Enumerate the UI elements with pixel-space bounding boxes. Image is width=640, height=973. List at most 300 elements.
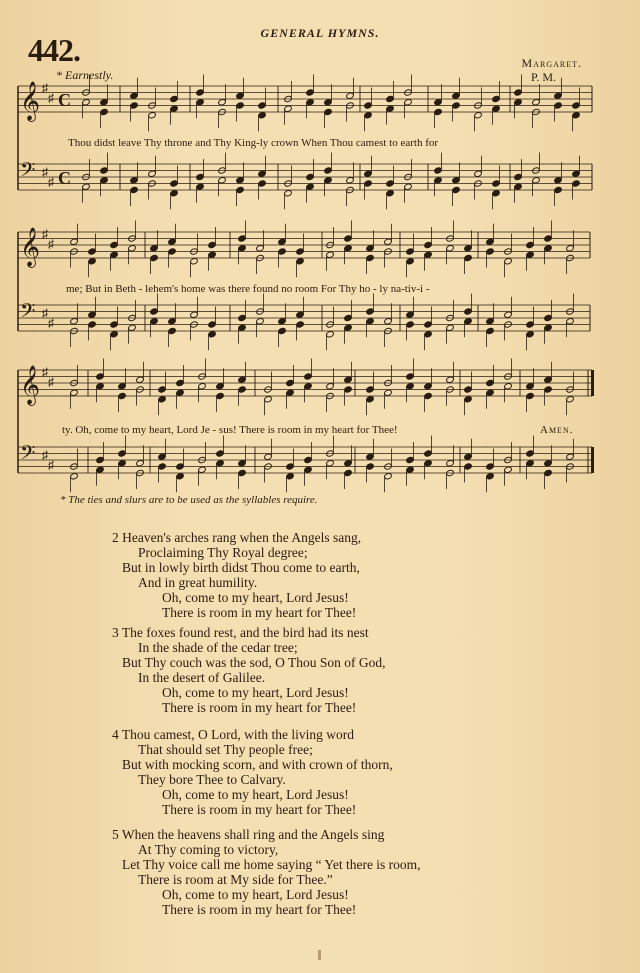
note-head: [566, 396, 575, 403]
footnote: * The ties and slurs are to be used as the syllables require.: [60, 494, 318, 506]
note-head: [474, 112, 483, 119]
note-head: [130, 186, 139, 193]
sharp-sign: ♯: [48, 458, 54, 472]
note-head: [566, 245, 575, 252]
note-head: [238, 245, 247, 252]
note-head: [344, 324, 353, 331]
note-head: [258, 102, 267, 109]
note-head: [424, 251, 433, 258]
note-head: [366, 254, 375, 261]
note-head: [324, 177, 333, 184]
note-head: [306, 183, 315, 190]
note-head: [168, 318, 177, 325]
note-head: [238, 469, 247, 476]
verse-2-line-4: And in great humility.: [138, 575, 258, 590]
note-head: [434, 167, 443, 174]
note-head: [446, 460, 455, 467]
note-head: [504, 258, 513, 265]
note-head: [404, 99, 413, 106]
note-head: [566, 318, 575, 325]
note-head: [366, 396, 375, 403]
note-head: [526, 331, 535, 338]
note-head: [424, 450, 433, 457]
note-head: [572, 180, 581, 187]
note-head: [170, 180, 179, 187]
note-head: [434, 108, 443, 115]
note-head: [344, 469, 353, 476]
note-head: [572, 170, 581, 177]
note-head: [406, 321, 415, 328]
note-head: [118, 450, 127, 457]
note-head: [100, 177, 109, 184]
note-head: [70, 473, 79, 480]
note-head: [464, 396, 473, 403]
note-head: [304, 466, 313, 473]
note-head: [366, 318, 375, 325]
note-head: [150, 308, 159, 315]
note-head: [208, 321, 217, 328]
note-head: [176, 463, 185, 470]
note-head: [170, 105, 179, 112]
note-head: [544, 314, 553, 321]
note-head: [384, 473, 393, 480]
note-head: [176, 379, 185, 386]
note-head: [150, 245, 159, 252]
note-head: [386, 95, 395, 102]
common-time: C: [58, 168, 71, 188]
note-head: [176, 473, 185, 480]
sharp-sign: ♯: [48, 175, 54, 189]
note-head: [286, 379, 295, 386]
note-head: [278, 248, 287, 255]
verse-3-line-2: In the shade of the cedar tree;: [138, 640, 298, 655]
note-head: [306, 99, 315, 106]
note-head: [286, 463, 295, 470]
verse-3-line-1: 3 The foxes found rest, and the bird had its nest: [112, 625, 369, 640]
final-barline: [591, 370, 594, 396]
note-head: [366, 463, 375, 470]
note-head: [366, 453, 375, 460]
note-head: [324, 108, 333, 115]
note-head: [526, 241, 535, 248]
note-head: [434, 99, 443, 106]
note-head: [406, 383, 415, 390]
note-head: [424, 392, 433, 399]
note-head: [236, 92, 245, 99]
note-head: [258, 180, 267, 187]
note-head: [158, 463, 167, 470]
sharp-sign: ♯: [42, 365, 48, 379]
verse-2-line-6: There is room in my heart for Thee!: [162, 605, 357, 620]
verse-2-line-5: Oh, come to my heart, Lord Jesus!: [162, 590, 349, 605]
note-head: [130, 92, 139, 99]
note-head: [566, 453, 575, 460]
note-head: [364, 180, 373, 187]
note-head: [514, 89, 523, 96]
note-head: [296, 311, 305, 318]
note-head: [258, 112, 267, 119]
tune-name: Margaret.: [521, 56, 582, 70]
note-head: [544, 324, 553, 331]
note-head: [486, 389, 495, 396]
note-head: [176, 389, 185, 396]
note-head: [486, 248, 495, 255]
note-head: [344, 460, 353, 467]
note-head: [168, 327, 177, 334]
common-time: C: [58, 90, 71, 110]
note-head: [554, 102, 563, 109]
note-head: [384, 389, 393, 396]
note-head: [278, 318, 287, 325]
note-head: [572, 112, 581, 119]
note-head: [404, 183, 413, 190]
note-head: [406, 248, 415, 255]
sharp-sign: ♯: [48, 237, 54, 251]
note-head: [326, 251, 335, 258]
note-head: [446, 376, 455, 383]
note-head: [110, 241, 119, 248]
verse-5-line-2: At Thy coming to victory,: [138, 842, 279, 857]
note-head: [190, 258, 199, 265]
note-head: [344, 314, 353, 321]
note-head: [150, 254, 159, 261]
verse-3-line-3: But Thy couch was the sod, O Thou Son of God,: [122, 655, 386, 670]
note-head: [198, 466, 207, 473]
note-head: [258, 170, 267, 177]
note-head: [130, 102, 139, 109]
verse-5-line-3: Let Thy voice call me home saying “ Yet there is room,: [122, 857, 421, 872]
note-head: [544, 235, 553, 242]
note-head: [526, 251, 535, 258]
note-head: [326, 383, 335, 390]
verse-2-line-3: But in lowly birth didst Thou come to earth,: [122, 560, 360, 575]
note-head: [346, 92, 355, 99]
note-head: [386, 180, 395, 187]
note-head: [216, 460, 225, 467]
bass-clef: 𝄢: [20, 158, 36, 186]
note-head: [554, 186, 563, 193]
note-head: [136, 376, 145, 383]
note-head: [88, 321, 97, 328]
note-head: [364, 112, 373, 119]
note-head: [452, 177, 461, 184]
note-head: [344, 235, 353, 242]
verse-4-line-1: 4 Thou camest, O Lord, with the living word: [112, 727, 354, 742]
note-head: [190, 311, 199, 318]
note-head: [208, 251, 217, 258]
note-head: [128, 324, 137, 331]
note-head: [464, 463, 473, 470]
note-head: [216, 392, 225, 399]
verse-4-line-5: Oh, come to my heart, Lord Jesus!: [162, 787, 349, 802]
note-head: [208, 241, 217, 248]
note-head: [286, 473, 295, 480]
note-head: [110, 331, 119, 338]
note-head: [218, 177, 227, 184]
note-head: [256, 245, 265, 252]
note-head: [278, 327, 287, 334]
note-head: [504, 311, 513, 318]
note-head: [216, 383, 225, 390]
note-head: [304, 383, 313, 390]
note-head: [514, 173, 523, 180]
note-head: [100, 108, 109, 115]
note-head: [554, 92, 563, 99]
note-head: [474, 170, 483, 177]
meter: P. M.: [530, 70, 556, 84]
note-head: [198, 383, 207, 390]
note-head: [88, 258, 97, 265]
note-head: [532, 177, 541, 184]
page-mark: [318, 950, 321, 960]
verse-5-line-1: 5 When the heavens shall ring and the Angels sing: [112, 827, 385, 842]
note-head: [434, 177, 443, 184]
note-head: [88, 248, 97, 255]
verse-4-line-4: They bore Thee to Calvary.: [138, 772, 286, 787]
note-head: [492, 95, 501, 102]
note-head: [452, 102, 461, 109]
note-head: [88, 311, 97, 318]
sharp-sign: ♯: [48, 375, 54, 389]
note-head: [526, 321, 535, 328]
note-head: [364, 102, 373, 109]
note-head: [344, 386, 353, 393]
verse-2-line-2: Proclaiming Thy Royal degree;: [138, 545, 308, 560]
note-head: [544, 245, 553, 252]
note-head: [424, 331, 433, 338]
note-head: [306, 89, 315, 96]
page-header: GENERAL HYMNS.: [260, 26, 380, 40]
amen-label: Amen.: [540, 424, 574, 436]
note-head: [170, 95, 179, 102]
sharp-sign: ♯: [42, 165, 48, 179]
verse-4-line-3: But with mocking scorn, and with crown of thorn,: [122, 757, 393, 772]
note-head: [492, 105, 501, 112]
note-head: [110, 251, 119, 258]
note-head: [158, 453, 167, 460]
sharp-sign: ♯: [48, 316, 54, 330]
note-head: [424, 460, 433, 467]
note-head: [324, 99, 333, 106]
note-head: [284, 105, 293, 112]
note-head: [464, 245, 473, 252]
note-head: [286, 389, 295, 396]
note-head: [96, 373, 105, 380]
note-head: [148, 112, 157, 119]
note-head: [446, 245, 455, 252]
note-head: [196, 183, 205, 190]
sharp-sign: ♯: [42, 227, 48, 241]
note-head: [70, 389, 79, 396]
note-head: [406, 258, 415, 265]
tempo-marking: * Earnestly.: [56, 68, 114, 82]
note-head: [238, 376, 247, 383]
verse-5-line-5: Oh, come to my heart, Lord Jesus!: [162, 887, 349, 902]
sharp-sign: ♯: [42, 306, 48, 320]
lyric-line-2: me; But in Beth - lehem's home was there found no room For Thy ho - ly na-tiv-i -: [66, 283, 430, 295]
note-head: [196, 173, 205, 180]
verse-3-line-6: There is room in my heart for Thee!: [162, 700, 357, 715]
note-head: [504, 383, 513, 390]
note-head: [492, 180, 501, 187]
note-head: [296, 321, 305, 328]
note-head: [158, 386, 167, 393]
note-head: [216, 450, 225, 457]
note-head: [486, 327, 495, 334]
note-head: [264, 453, 273, 460]
note-head: [304, 456, 313, 463]
lyric-line-3: ty. Oh, come to my heart, Lord Je - sus! There is room in my heart for Thee!: [62, 424, 398, 436]
note-head: [296, 258, 305, 265]
note-head: [196, 89, 205, 96]
note-head: [326, 331, 335, 338]
note-head: [526, 383, 535, 390]
lyric-line-1: Thou didst leave Thy throne and Thy King-ly crown When Thou camest to earth for: [68, 137, 439, 149]
note-head: [464, 254, 473, 261]
sharp-sign: ♯: [42, 81, 48, 95]
note-head: [486, 379, 495, 386]
note-head: [306, 173, 315, 180]
bass-clef: 𝄢: [20, 299, 36, 327]
note-head: [504, 466, 513, 473]
note-head: [118, 392, 127, 399]
note-head: [238, 314, 247, 321]
verse-4-line-2: That should set Thy people free;: [138, 742, 313, 757]
note-head: [278, 238, 287, 245]
note-head: [446, 324, 455, 331]
note-head: [366, 386, 375, 393]
note-head: [344, 245, 353, 252]
note-head: [82, 99, 91, 106]
note-head: [424, 241, 433, 248]
note-head: [158, 396, 167, 403]
note-head: [238, 460, 247, 467]
note-head: [492, 190, 501, 197]
note-head: [406, 466, 415, 473]
note-head: [284, 190, 293, 197]
note-head: [366, 308, 375, 315]
note-head: [486, 473, 495, 480]
note-head: [218, 99, 227, 106]
note-head: [96, 466, 105, 473]
note-head: [386, 105, 395, 112]
note-head: [150, 318, 159, 325]
note-head: [384, 318, 393, 325]
note-head: [554, 177, 563, 184]
note-head: [196, 99, 205, 106]
note-head: [148, 170, 157, 177]
note-head: [70, 318, 79, 325]
note-head: [544, 386, 553, 393]
note-head: [96, 456, 105, 463]
note-head: [346, 177, 355, 184]
note-head: [544, 376, 553, 383]
note-head: [236, 186, 245, 193]
sharp-sign: ♯: [42, 448, 48, 462]
final-barline: [591, 447, 594, 473]
verse-3-line-4: In the desert of Galilee.: [138, 670, 266, 685]
note-head: [238, 324, 247, 331]
note-head: [128, 245, 137, 252]
note-head: [464, 318, 473, 325]
note-head: [118, 383, 127, 390]
note-head: [118, 460, 127, 467]
hymn-number: 442.: [28, 32, 80, 68]
note-head: [110, 321, 119, 328]
note-head: [304, 373, 313, 380]
note-head: [464, 453, 473, 460]
note-head: [256, 318, 265, 325]
note-head: [208, 331, 217, 338]
note-head: [406, 456, 415, 463]
note-head: [236, 177, 245, 184]
note-head: [130, 177, 139, 184]
note-head: [168, 248, 177, 255]
note-head: [424, 383, 433, 390]
bass-clef: 𝄢: [20, 441, 36, 469]
treble-clef: 𝄞: [20, 365, 41, 405]
note-head: [364, 170, 373, 177]
note-head: [264, 396, 273, 403]
note-head: [70, 238, 79, 245]
verse-2-line-1: 2 Heaven's arches rang when the Angels sang,: [112, 530, 362, 545]
note-head: [464, 386, 473, 393]
note-head: [96, 383, 105, 390]
verse-5-line-6: There is room in my heart for Thee!: [162, 902, 357, 917]
note-head: [344, 376, 353, 383]
note-head: [486, 318, 495, 325]
note-head: [238, 386, 247, 393]
note-head: [168, 238, 177, 245]
note-head: [236, 102, 245, 109]
treble-clef: 𝄞: [20, 81, 41, 121]
sharp-sign: ♯: [48, 91, 54, 105]
treble-clef: 𝄞: [20, 227, 41, 267]
note-head: [366, 245, 375, 252]
note-head: [100, 167, 109, 174]
note-head: [384, 238, 393, 245]
note-head: [452, 92, 461, 99]
note-head: [486, 238, 495, 245]
note-head: [324, 167, 333, 174]
note-head: [326, 460, 335, 467]
note-head: [532, 99, 541, 106]
note-head: [514, 183, 523, 190]
note-head: [572, 102, 581, 109]
verse-4-line-6: There is room in my heart for Thee!: [162, 802, 357, 817]
note-head: [544, 460, 553, 467]
note-head: [406, 373, 415, 380]
note-head: [514, 99, 523, 106]
note-head: [486, 463, 495, 470]
note-head: [406, 311, 415, 318]
note-head: [526, 460, 535, 467]
note-head: [386, 190, 395, 197]
note-head: [526, 450, 535, 457]
note-head: [100, 99, 109, 106]
note-head: [296, 248, 305, 255]
note-head: [238, 235, 247, 242]
note-head: [82, 183, 91, 190]
note-head: [526, 392, 535, 399]
verse-3-line-5: Oh, come to my heart, Lord Jesus!: [162, 685, 349, 700]
note-head: [136, 460, 145, 467]
note-head: [452, 186, 461, 193]
note-head: [544, 469, 553, 476]
note-head: [424, 321, 433, 328]
verse-5-line-4: There is room at My side for Thee.”: [138, 872, 333, 887]
note-head: [170, 190, 179, 197]
